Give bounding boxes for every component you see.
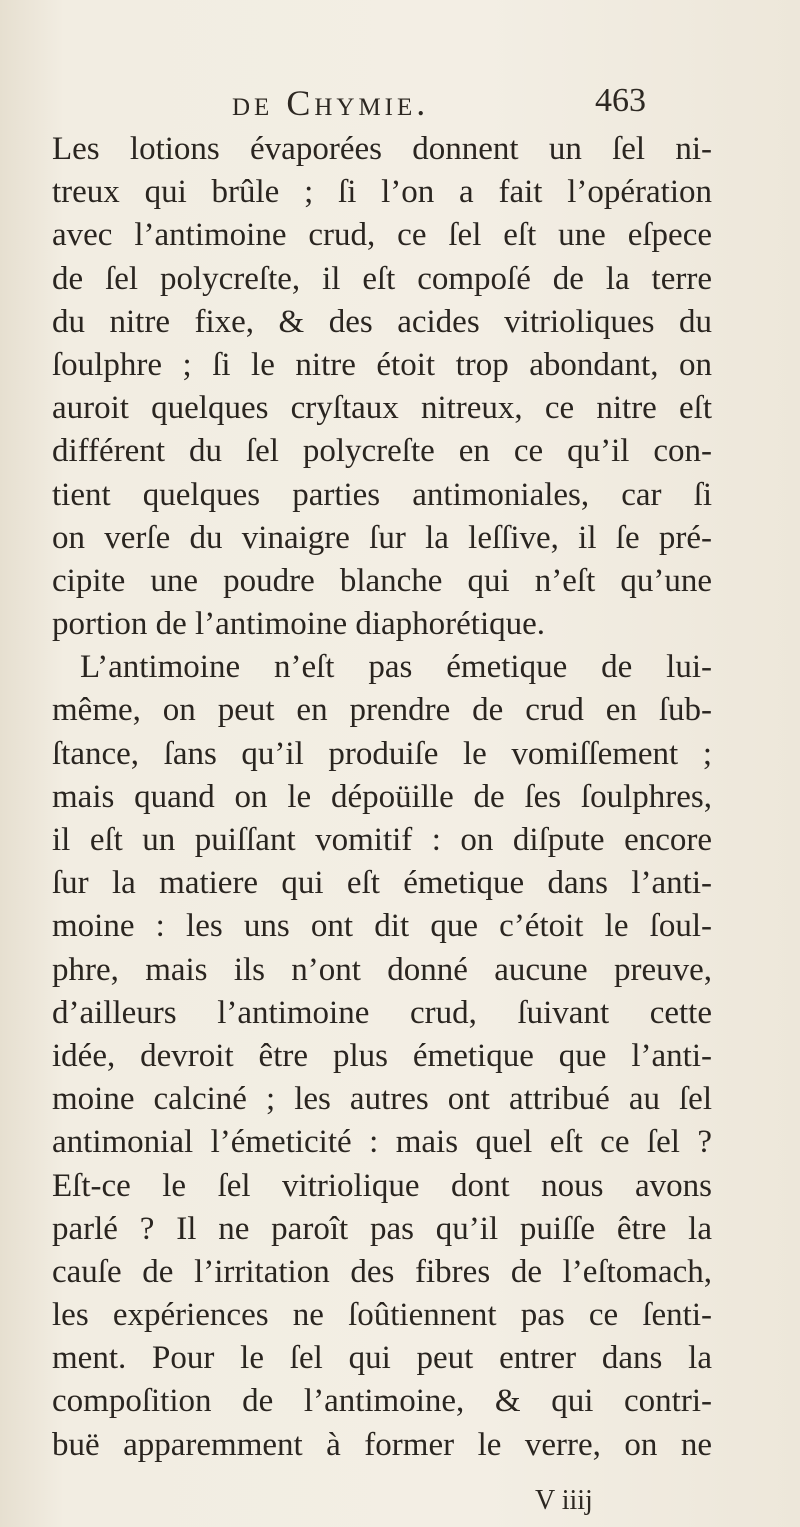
page-header — [0, 82, 800, 122]
body-text — [52, 128, 712, 1467]
text-line: d’ailleurs l’antimoine crud, ſuivant cette — [52, 994, 712, 1031]
text-line: L’antimoine n’eſt pas émetique de lui- — [80, 649, 712, 686]
text-line: cauſe de l’irritation des fibres de l’eſtomach, — [52, 1253, 712, 1290]
text-line: antimonial l’émeticité : mais quel eſt ce ſel ? — [52, 1124, 712, 1161]
text-line: différent du ſel polycreſte en ce qu’il con- — [52, 433, 712, 470]
text-line: auroit quelques cryſtaux nitreux, ce nitre eſt — [52, 390, 712, 427]
text-line: Eſt-ce le ſel vitriolique dont nous avons — [52, 1167, 712, 1204]
text-line: treux qui brûle ; ſi l’on a fait l’opération — [52, 174, 712, 211]
text-line: moine calciné ; les autres ont attribué au ſel — [52, 1081, 712, 1118]
text-line: moine : les uns ont dit que c’étoit le ſoul- — [52, 908, 712, 945]
text-line: Les lotions évaporées donnent un ſel ni- — [52, 131, 712, 167]
text-line: portion de l’antimoine diaphorétique. — [52, 606, 546, 643]
text-line: phre, mais ils n’ont donné aucune preuve, — [52, 951, 712, 988]
text-line: ſtance, ſans qu’il produiſe le vomiſſement ; — [52, 735, 712, 772]
text-line: ſoulphre ; ſi le nitre étoit trop abondant, on — [52, 346, 712, 383]
text-line: il eſt un puiſſant vomitif : on diſpute encore — [52, 822, 712, 858]
text-line: buë apparemment à former le verre, on ne — [52, 1426, 712, 1463]
text-line: mais quand on le dépoüille de ſes ſoulphres, — [52, 778, 712, 815]
text-line: ment. Pour le ſel qui peut entrer dans la — [52, 1340, 712, 1377]
text-line: du nitre fixe, & des acides vitrioliques du — [52, 303, 712, 340]
text-line: idée, devroit être plus émetique que l’anti- — [52, 1037, 712, 1074]
signature-mark: V iiij — [535, 1485, 593, 1516]
text-line: cipite une poudre blanche qui n’eſt qu’une — [52, 562, 712, 599]
page-number: 463 — [595, 82, 646, 119]
text-line: ſur la matiere qui eſt émetique dans l’anti- — [52, 865, 712, 902]
text-line: même, on peut en prendre de crud en ſub- — [52, 692, 712, 729]
text-line: les expériences ne ſoûtiennent pas ce ſenti- — [52, 1297, 712, 1334]
text-line: compoſition de l’antimoine, & qui contri- — [52, 1383, 712, 1420]
text-line: avec l’antimoine crud, ce ſel eſt une eſpece — [52, 217, 712, 254]
text-line: tient quelques parties antimoniales, car ſi — [52, 476, 712, 513]
text-line: parlé ? Il ne paroît pas qu’il puiſſe être la — [52, 1210, 712, 1247]
text-line: on verſe du vinaigre ſur la leſſive, il ſe pré- — [52, 519, 712, 556]
running-title: de Chymie. — [232, 83, 430, 123]
text-line: de ſel polycreſte, il eſt compoſé de la terre — [52, 260, 712, 297]
